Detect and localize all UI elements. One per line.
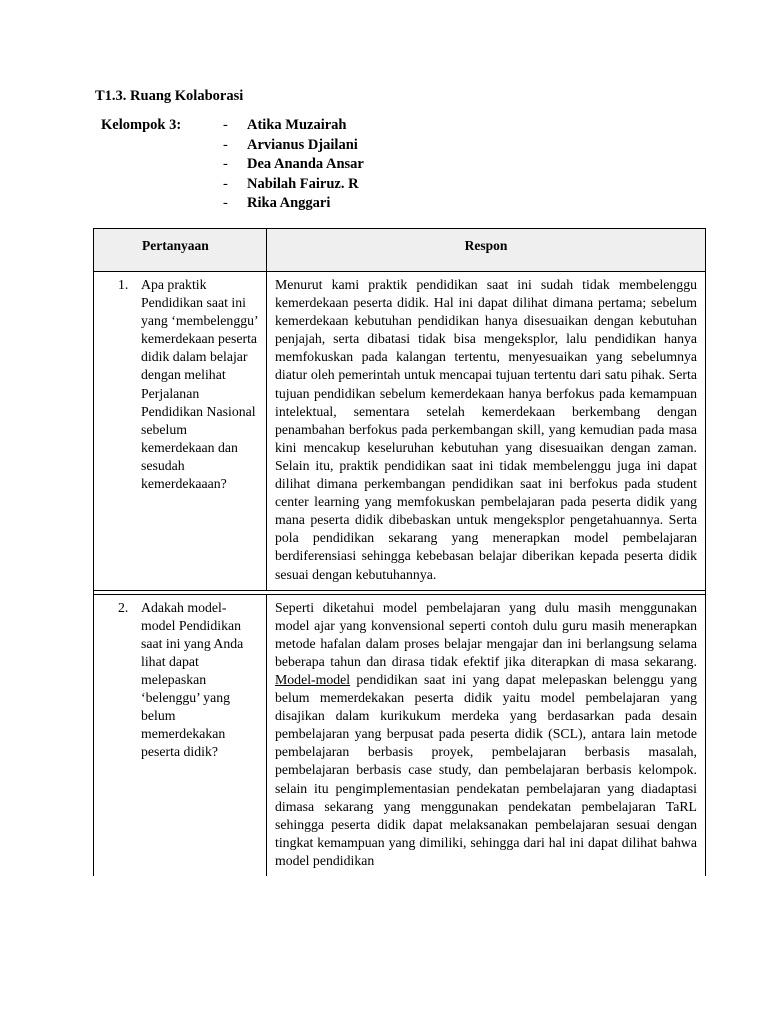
table-row [94, 594, 706, 876]
qa-table [93, 228, 706, 876]
member-item [223, 136, 364, 156]
list-dash: - [223, 175, 228, 192]
response-text [267, 595, 705, 876]
question-cell [94, 594, 267, 876]
member-list [223, 116, 364, 214]
member-item [223, 116, 364, 136]
response-underlined: Model-model [275, 671, 351, 687]
group-label: Kelompok 3: [101, 117, 182, 133]
question-text: Adakah model-model Pendidikan saat ini yang Anda lihat dapat melepaskan ‘belenggu’ yang belum memerdekakan peserta didik? [141, 599, 244, 760]
header-response: Respon [267, 229, 706, 272]
member-item [223, 194, 364, 214]
member-name: Nabilah Fairuz. R [247, 175, 359, 192]
list-dash: - [223, 136, 228, 153]
question-text: Apa praktik Pendidikan saat ini yang ‘membelenggu’ kemerdekaan peserta didik dalam belajar dengan melihat Perjalanan Pendidikan Nasional sebelum kemerdekaan dan sesudah kemerdekaaan? [141, 277, 258, 492]
member-name: Dea Ananda Ansar [247, 156, 364, 172]
table-header-row [94, 229, 706, 272]
table-row [94, 272, 706, 591]
response-part-after: pendidikan saat ini yang dapat melepaskan belenggu yang belum memerdekakan peserta didik yaitu model pembelajaran yang disajikan dalam kurikukum merdeka yang berdasarkan pada desain pembelajaran yang berpusat pada peserta didik (SCL), antara lain metode pembelajaran berbasis proyek, pembelajaran berbasis masalah, pembelajaran berbasis case study, dan pembelajaran berbasis kelompok. selain itu pengimplementasian pendekatan pembelajaran yang diadaptasi dimasa sekarang yang menggunakan pendekatan pembelajaran TaRL sehingga peserta didik dapat melaksanakan pembelajaran sesuai dengan tingkat kemampuan yang dimiliki, sehingga dari hal ini dapat dilihat bahwa model pendidikan [275, 671, 697, 868]
member-item [223, 155, 364, 175]
response-cell [267, 272, 706, 591]
question-number: 2. [118, 599, 129, 615]
member-name: Atika Muzairah [247, 117, 347, 133]
response-text: Menurut kami praktik pendidikan saat ini sudah tidak membelenggu kemerdekaan peserta didik. Hal ini dapat dilihat dimana pertama; sebelum kemerdekaan kebutuhan pendidikan hanya disesuaikan dengan kebutuhan penjajah, serta dibatasi tidak bisa mengeksplor, lalu pendidikan hanya memfokuskan pada kalangan tertentu, menyesuaikan yang sebelumnya diatur oleh pemerintah untuk mencapai tujuan tertentu dari satu pihak. Serta tujuan pendidikan sebelum kemerdekaan hanya berfokus pada kemampuan intelektual, sementara setelah kemerdekaan berkembang dengan penambahan berfokus pada perkembangan skill, yang kemudian pada masa kini mencakup keseluruhan kebutuhan yang disesuaikan dengan zaman. Selain itu, praktik pendidikan saat ini tidak membelenggu juga ini dapat dilihat dimana perkembangan pendidikan saat ini berfokus pada student center learning yang memfokuskan pembelajaran pada peserta didik yang mana peserta didik dibebaskan untuk mengeksplor pengetahuannya. Serta pola pendidikan sekarang yang menerapkan model pembelajaran berdiferensiasi sehingga kebebasan belajar diberikan kepada peserta didik sesuai dengan kebutuhannya. [275, 277, 697, 582]
response-part-before: Seperti diketahui model pembelajaran yang dulu masih menggunakan model ajar yang konvensional seperti contoh dulu guru masih menerapkan metode hafalan dalam proses belajar mengajar dan ini berlangsung selama beberapa tahun dan dirasa tidak efektif jika diterapkan di masa sekarang. [275, 599, 697, 669]
question-number: 1. [118, 277, 129, 292]
member-name: Arvianus Djailani [247, 136, 358, 153]
list-dash: - [223, 195, 228, 211]
question-cell [94, 272, 267, 591]
list-dash: - [223, 156, 228, 172]
member-name: Rika Anggari [247, 195, 331, 211]
document-title: T1.3. Ruang Kolaborasi [95, 88, 244, 104]
header-question: Pertanyaan [94, 229, 267, 272]
member-item [223, 175, 364, 195]
list-dash: - [223, 117, 228, 133]
response-cell [267, 594, 706, 876]
